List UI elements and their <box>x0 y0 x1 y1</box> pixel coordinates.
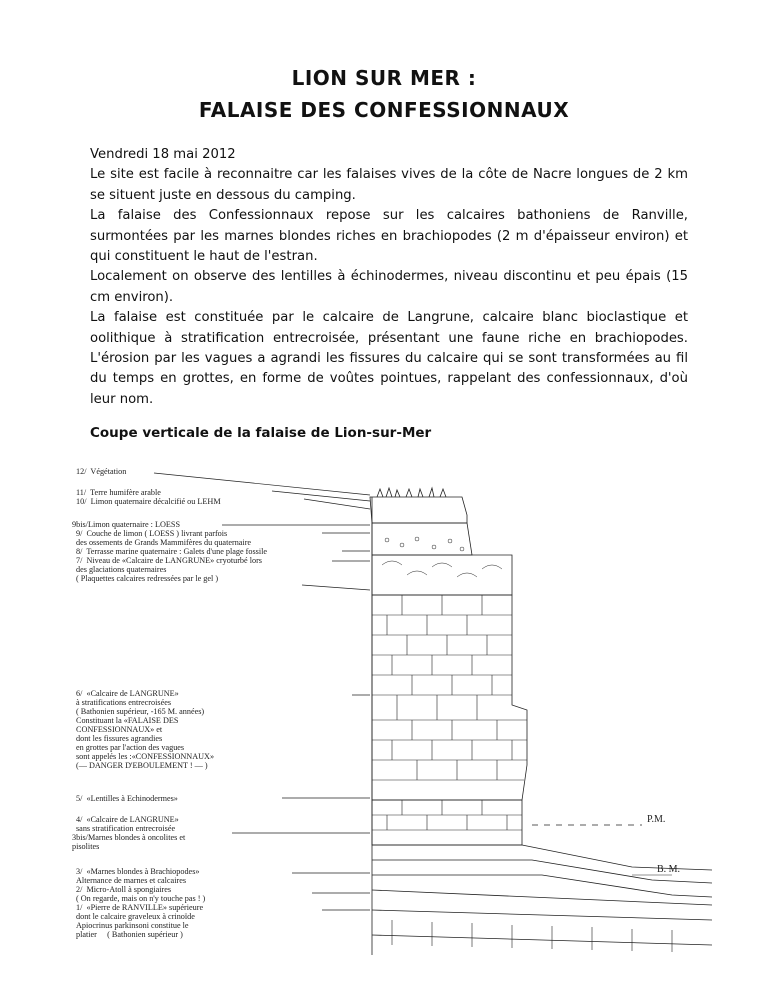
label-11: 11/ Terre humifère arable <box>76 488 161 497</box>
paragraph-3: Localement on observe des lentilles à échinodermes, niveau discontinu et peu épais (15 cm environ). <box>90 269 688 305</box>
label-5: 5/ «Lentilles à Echinodermes» <box>76 794 178 803</box>
section-title: Coupe verticale de la falaise de Lion-sur-Mer <box>90 425 432 441</box>
label-9bis: 9bis/Limon quaternaire : LOESS <box>72 520 181 529</box>
label-3bis: 3bis/Marnes blondes à oncolites et pisolites <box>72 833 186 851</box>
bm-label: B. M. <box>657 864 681 875</box>
label-10: 10/ Limon quaternaire décalcifié ou LEHM <box>76 497 221 506</box>
label-4: 4/ «Calcaire de LANGRUNE» sans stratification entrecroisée <box>76 815 179 833</box>
label-9: 9/ Couche de limon ( LOESS ) livrant parfois des ossements de Grands Mammifères du quaternaire <box>76 529 252 547</box>
label-2: 2/ Micro-Atoll à spongiaires ( On regarde, mais on n'y touche pas ! ) <box>76 885 206 903</box>
paragraph-2: La falaise des Confessionnaux repose sur les calcaires bathoniens de Ranville, surmontées par les marnes blondes riches en brachiopodes (2 m d'épaisseur environ) et qui constituent le haut de l'estran. <box>90 208 688 265</box>
page-title-line1: LION SUR MER : <box>291 66 477 90</box>
cliff-cross-section-figure <box>72 455 712 975</box>
label-3: 3/ «Marnes blondes à Brachiopodes» Alternance de marnes et calcaires <box>76 867 200 885</box>
page-title-line2: FALAISE DES CONFESSIONNAUX <box>198 98 570 122</box>
vegetation-marks <box>377 488 446 497</box>
label-8: 8/ Terrasse marine quaternaire : Galets d'une plage fossile <box>76 547 268 556</box>
label-12: 12/ Végétation <box>76 467 127 476</box>
label-1: 1/ «Pierre de RANVILLE» supérieure dont le calcaire graveleux à crinoïde Apiocrinus parkinsoni constitue le platier ( Bathonien supérieur ) <box>76 903 204 939</box>
label-7: 7/ Niveau de «Calcaire de LANGRUNE» cryoturbé lors des glaciations quaternaires ( Plaquettes calcaires redressées par le gel ) <box>76 556 262 583</box>
date-line: Vendredi 18 mai 2012 <box>90 147 236 162</box>
paragraph-1: Le site est facile à reconnaitre car les falaises vives de la côte de Nacre longues de 2 km se situent juste en dessous du camping. <box>90 167 688 203</box>
label-6: 6/ «Calcaire de LANGRUNE» à stratifications entrecroisées ( Bathonien supérieur, -165 M. années) Constituant la «FALAISE DES CONFESSIONNAUX» et dont les fissures agrandies en grottes par l'action des vagues sont appelés les :«CONFESSIONNAUX» (— DANGER D'EBOULEMENT ! — ) <box>76 689 215 770</box>
paragraph-4: La falaise est constituée par le calcaire de Langrune, calcaire blanc bioclastique et oolithique à stratification entrecroisée, présentant une faune riche en brachiopodes. L'érosion par les vagues a agrandi les fissures du calcaire qui se sont transformées au fil du temps en grottes, en forme de voûtes pointues, rappelant des confessionnaux, d'où leur nom. <box>90 310 688 407</box>
intro-text <box>90 145 688 410</box>
pm-label: P.M. <box>647 814 666 825</box>
